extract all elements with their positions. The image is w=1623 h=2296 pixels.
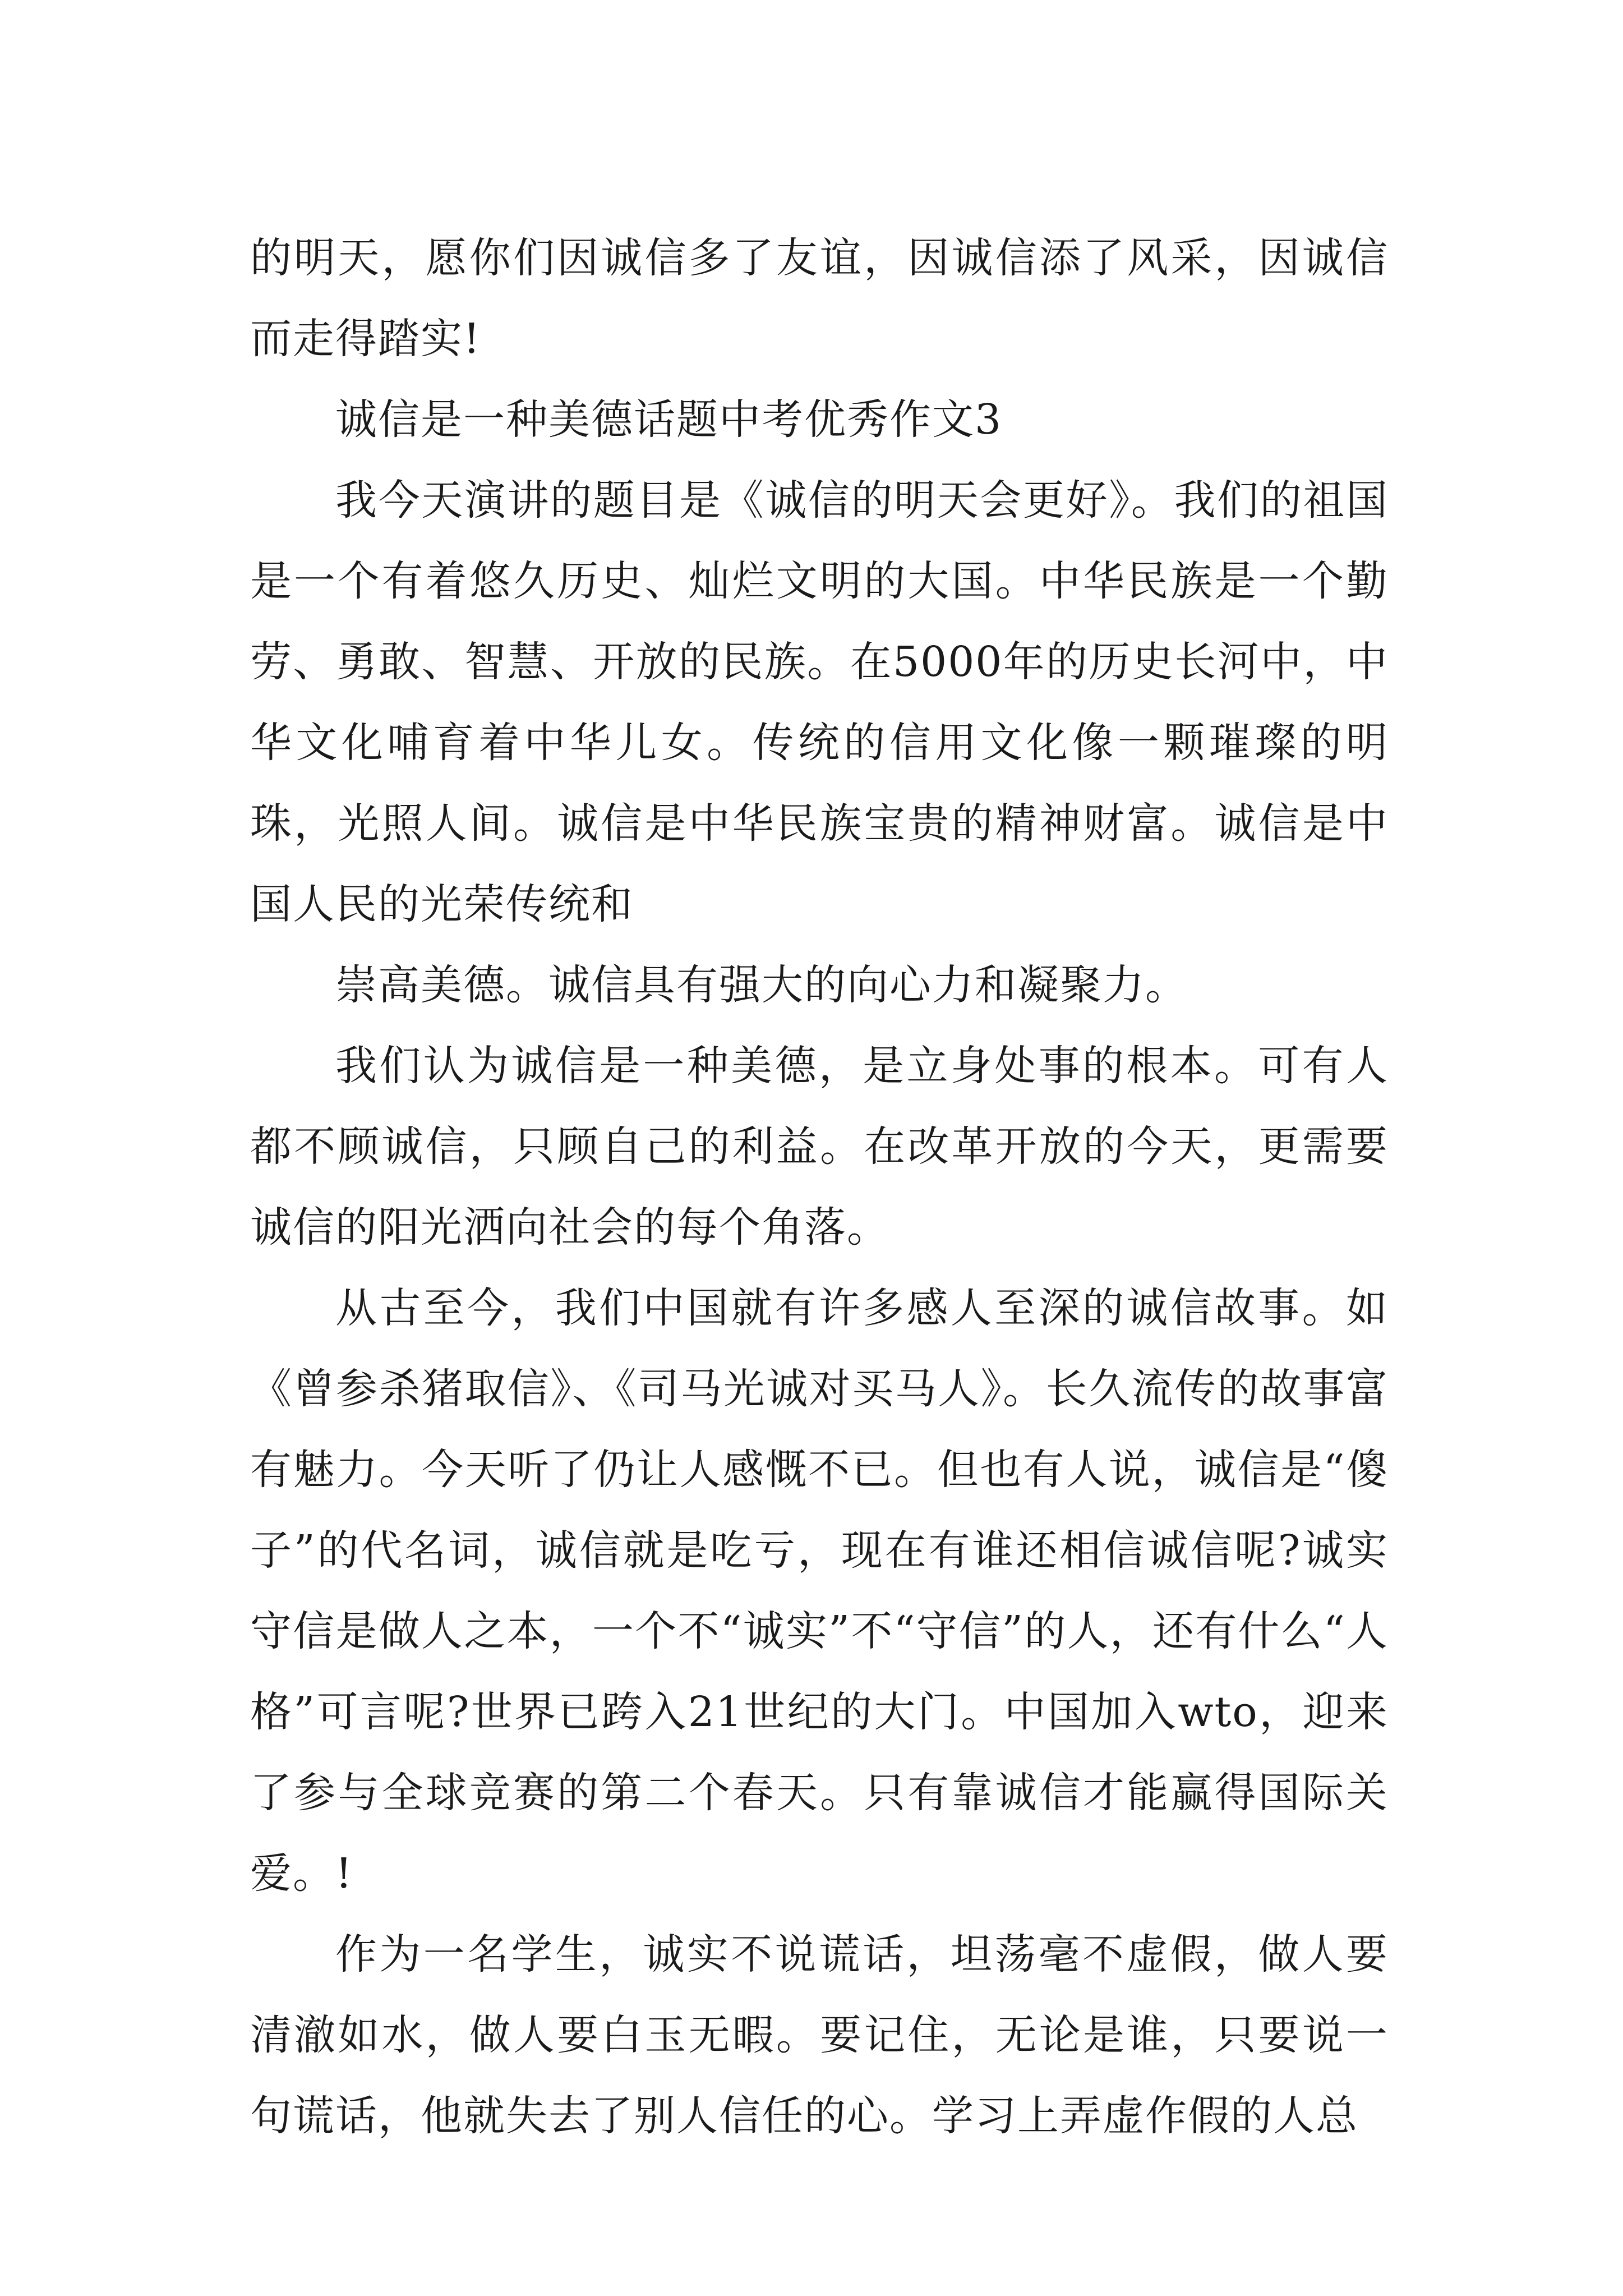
paragraph: 我今天演讲的题目是《诚信的明天会更好》。我们的祖国是一个有着悠久历史、灿烂文明的大国。中华民族是一个勤劳、勇敢、智慧、开放的民族。在5000年的历史长河中，中华文化哺育着中华儿女。传统的信用文化像一颗璀璨的明珠，光照人间。诚信是中华民族宝贵的精神财富。诚信是中国人民的光荣传统和 [250,476,1389,928]
section-heading: 诚信是一种美德话题中考优秀作文3 [335,395,1003,444]
paragraph: 从古至今，我们中国就有许多感人至深的诚信故事。如《曾参杀猪取信》、《司马光诚对买马人》。长久流传的故事富有魅力。今天听了仍让人感慨不已。但也有人说，诚信是“傻子”的代名词，诚信就是吃亏，现在有谁还相信诚信呢?诚实守信是做人之本，一个不“诚实”不“守信”的人，还有什么“人格”可言呢?世界已跨入21世纪的大门。中国加入wto，迎来了参与全球竞赛的第二个春天。只有靠诚信才能赢得国际关爱。! [250,1284,1389,1898]
document-body [250,218,1389,2156]
paragraph: 作为一名学生，诚实不说谎话，坦荡毫不虚假，做人要清澈如水，做人要白玉无暇。要记住，无论是谁，只要说一句谎话，他就失去了别人信任的心。学习上弄虚作假的人总 [250,1930,1389,2140]
paragraph: 我们认为诚信是一种美德，是立身处事的根本。可有人都不顾诚信，只顾自己的利益。在改革开放的今天，更需要诚信的阳光洒向社会的每个角落。 [250,1042,1389,1251]
paragraph-continuation: 的明天，愿你们因诚信多了友谊，因诚信添了风采，因诚信而走得踏实! [250,234,1389,363]
paragraph: 崇高美德。诚信具有强大的向心力和凝聚力。 [335,961,1188,1009]
